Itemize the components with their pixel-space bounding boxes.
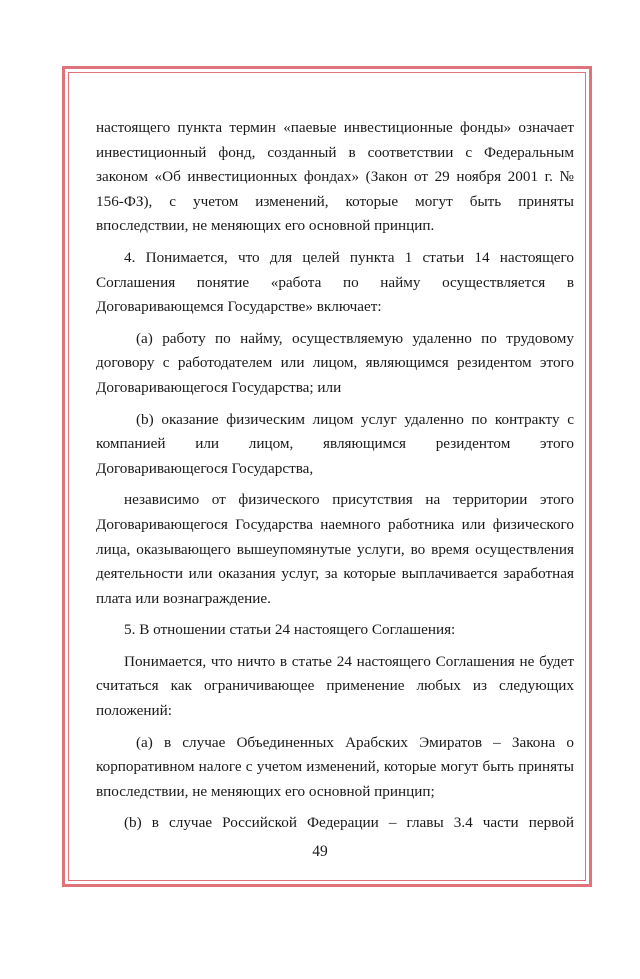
paragraph-subitem-a: (a) работу по найму, осуществляемую удаленно по трудовому договору с работодателем или лицом, являющимся резидентом этого Договаривающегося Государства; или bbox=[96, 329, 574, 396]
paragraph-item-5: 5. В отношении статьи 24 настоящего Соглашения: bbox=[124, 621, 456, 639]
paragraph-subitem-b-rf: (b) в случае Российской Федерации – главы 3.4 части первой bbox=[124, 814, 574, 832]
paragraph-subitem-b: (b) оказание физическим лицом услуг удаленно по контракту с компанией или лицом, являющимся резидентом этого Договаривающегося Государства, bbox=[96, 410, 574, 477]
paragraph-subitem-a-uae: (a) в случае Объединенных Арабских Эмиратов – Закона о корпоративном налоге с учетом изменений, которые могут быть приняты впоследствии, не меняющих его основной принцип; bbox=[96, 733, 574, 800]
paragraph-regardless: независимо от физического присутствия на территории этого Договаривающегося Государства наемного работника или физического лица, оказывающего вышеупомянутые услуги, во время осуществления деятельности или оказания услуг, за которые выплачивается заработная плата или вознаграждение. bbox=[96, 491, 574, 607]
paragraph-understood: Понимается, что ничто в статье 24 настоящего Соглашения не будет считаться как ограничивающее применение любых из следующих положений: bbox=[96, 652, 574, 720]
paragraph-continuation: настоящего пункта термин «паевые инвестиционные фонды» означает инвестиционный фонд, созданный в соответствии с Федеральным законом «Об инвестиционных фондах» (Закон от 29 ноября 2001 г. № 156-ФЗ), с учетом изменений, которые могут быть приняты впоследствии, не меняющих его основной принцип. bbox=[96, 119, 574, 235]
paragraph-item-4: 4. Понимается, что для целей пункта 1 статьи 14 настоящего Соглашения понятие «работа по найму осуществляется в Договаривающемся Государстве» включает: bbox=[96, 248, 574, 316]
document-body bbox=[96, 116, 574, 843]
page-number: 49 bbox=[312, 843, 328, 860]
